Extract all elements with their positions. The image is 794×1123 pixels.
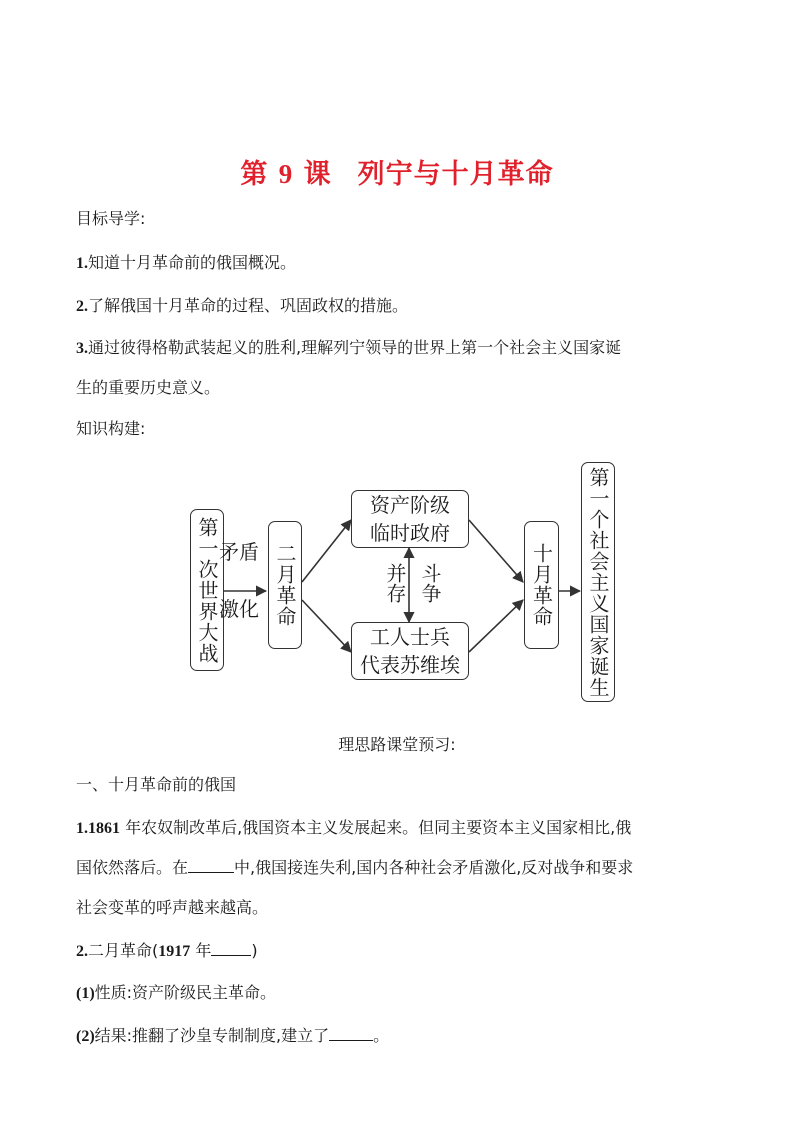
p1-num: 1.1861 [76,820,120,837]
box-soviet [351,622,469,680]
objective-item-2 [76,296,408,317]
objective-num: 2. [76,298,88,315]
objective-num: 1. [76,255,88,272]
p2-year: 1917 [158,943,191,960]
page-title [0,152,794,191]
ww1-text: 第一次世界大战 [195,516,219,664]
box-feb-revolution [268,521,302,649]
label-cause-top [219,540,259,564]
p2-num: 2. [76,943,88,960]
title-prefix: 第 [240,159,269,190]
section1-heading: 一、十月革命前的俄国 [76,775,237,794]
objective-text: 了解俄国十月革命的过程、巩固政权的措施。 [88,296,409,315]
cause-bottom-text: 激化 [219,597,259,621]
p4-post: 。 [373,1026,390,1045]
fill-blank-month[interactable] [211,941,251,956]
section1-p2 [76,941,258,962]
gov-line1: 资产阶级 [370,493,450,517]
arrow-gov-to-oct [469,520,523,582]
box-socialist-state [581,462,615,702]
struggle-text: 斗争 [418,563,442,603]
socialist-text: 第一个社会主义国家诞生 [586,466,610,698]
p4-pre: 结果:推翻了沙皇专制制度,建立了 [94,1026,330,1045]
knowledge-heading: 知识构建: [76,419,146,438]
objective-item-1 [76,253,296,274]
preview-heading: 理思路课堂预习: [338,735,456,754]
p3-text: 性质:资产阶级民主革命。 [94,983,277,1002]
arrow-soviet-to-oct [469,600,523,652]
cause-top-text: 矛盾 [219,540,259,564]
p3-num: (1) [76,985,95,1002]
objectives-heading: 目标导学: [76,209,146,228]
section1-p1-line3: 社会变革的呼声越来越高。 [76,898,269,917]
soviet-line2: 代表苏维埃 [360,653,460,677]
section1-p1-line1 [76,818,631,839]
title-name: 列宁与十月革命 [357,159,554,190]
title-lesson: 课 [303,159,332,190]
p1-text-b-pre: 国依然落后。在 [76,858,189,877]
box-ww1 [190,509,224,671]
section1-p1-line2 [76,858,633,878]
p2-pre: 二月革命( [88,941,159,960]
title-number: 9 [278,159,294,189]
coexist-text: 并存 [383,563,407,603]
soviet-line1: 工人士兵 [370,625,450,649]
p1-text-a: 年农奴制改革后,俄国资本主义发展起来。但同主要资本主义国家相比,俄 [120,818,632,837]
p2-mid: 年 [190,941,212,960]
objective-num: 3. [76,340,88,357]
objective-text: 知道十月革命前的俄国概况。 [88,253,297,272]
arrow-feb-to-gov [302,520,351,582]
feb-text: 二月革命 [273,543,297,627]
gov-line2: 临时政府 [370,521,450,545]
label-coexist [383,563,407,607]
fill-blank-war[interactable] [188,858,234,873]
section1-p3 [76,983,276,1004]
objective-item-3-cont: 生的重要历史意义。 [76,378,221,397]
objective-text: 通过彼得格勒武装起义的胜利,理解列宁领导的世界上第一个社会主义国家诞 [88,338,622,357]
objective-item-3 [76,338,621,359]
p4-num: (2) [76,1028,95,1045]
box-oct-revolution [524,521,559,649]
p1-text-b-post: 中,俄国接连失利,国内各种社会矛盾激化,反对战争和要求 [234,858,634,877]
p2-post: ) [251,941,258,960]
oct-text: 十月革命 [529,543,554,627]
label-cause-bottom [219,597,259,621]
label-struggle [418,563,442,607]
fill-blank-government[interactable] [329,1026,373,1041]
section1-p4 [76,1026,389,1047]
arrow-feb-to-soviet [302,600,351,652]
box-provisional-government [351,490,469,548]
